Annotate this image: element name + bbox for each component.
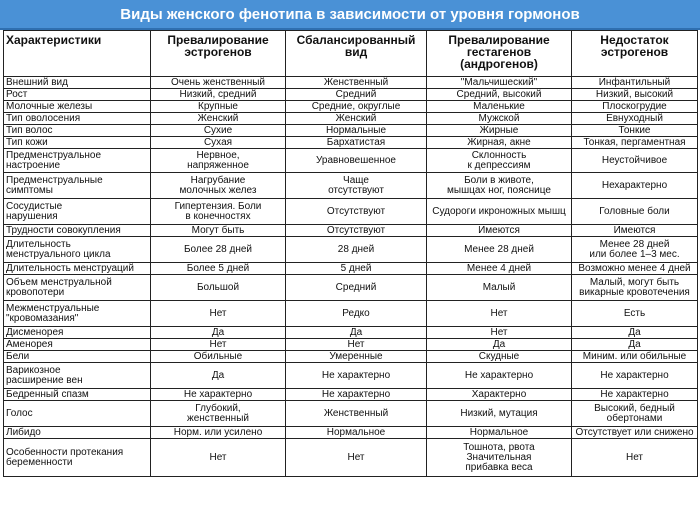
cell-estrogen-deficiency: Нет	[572, 439, 698, 477]
table-row	[4, 237, 698, 263]
cell-estrogen-deficiency: Менее 28 дней или более 1–3 мес.	[572, 237, 698, 263]
cell-estrogen-dominance: Нет	[151, 339, 286, 351]
row-characteristic: Межменструальные "кровомазания"	[4, 301, 151, 327]
cell-estrogen-dominance: Очень женственный	[151, 77, 286, 89]
cell-estrogen-dominance: Нет	[151, 301, 286, 327]
cell-progestogen-dominance: Малый	[427, 275, 572, 301]
cell-progestogen-dominance: Низкий, мутация	[427, 401, 572, 427]
cell-progestogen-dominance: Характерно	[427, 389, 572, 401]
row-characteristic: Тип волос	[4, 125, 151, 137]
table-row	[4, 173, 698, 199]
table-row	[4, 149, 698, 173]
row-characteristic: Объем менструальной кровопотери	[4, 275, 151, 301]
row-characteristic: Длительность менструального цикла	[4, 237, 151, 263]
cell-balanced: Да	[286, 327, 427, 339]
cell-progestogen-dominance: Маленькие	[427, 101, 572, 113]
cell-estrogen-deficiency: Тонкие	[572, 125, 698, 137]
row-characteristic: Длительность менструаций	[4, 263, 151, 275]
cell-balanced: Чаще отсутствуют	[286, 173, 427, 199]
cell-balanced: 28 дней	[286, 237, 427, 263]
cell-estrogen-deficiency: Нехарактерно	[572, 173, 698, 199]
cell-estrogen-deficiency: Низкий, высокий	[572, 89, 698, 101]
table-row	[4, 113, 698, 125]
table-row	[4, 351, 698, 363]
table-row	[4, 401, 698, 427]
cell-progestogen-dominance: Мужской	[427, 113, 572, 125]
cell-balanced: Нет	[286, 339, 427, 351]
cell-progestogen-dominance: Менее 28 дней	[427, 237, 572, 263]
cell-progestogen-dominance: Да	[427, 339, 572, 351]
row-characteristic: Бедренный спазм	[4, 389, 151, 401]
table-row	[4, 101, 698, 113]
header-row	[4, 31, 698, 77]
table-row	[4, 137, 698, 149]
cell-progestogen-dominance: Жирные	[427, 125, 572, 137]
row-characteristic: Трудности совокупления	[4, 225, 151, 237]
cell-estrogen-dominance: Нервное, напряженное	[151, 149, 286, 173]
table-row	[4, 363, 698, 389]
cell-progestogen-dominance: Нет	[427, 327, 572, 339]
cell-estrogen-deficiency: Неустойчивое	[572, 149, 698, 173]
row-characteristic: Варикозное расширение вен	[4, 363, 151, 389]
cell-balanced: Нет	[286, 439, 427, 477]
table-row	[4, 263, 698, 275]
cell-estrogen-dominance: Обильные	[151, 351, 286, 363]
table-title: Виды женского фенотипа в зависимости от уровня гормонов	[0, 0, 700, 30]
table-row	[4, 427, 698, 439]
cell-balanced: 5 дней	[286, 263, 427, 275]
cell-estrogen-deficiency: Высокий, бедный обертонами	[572, 401, 698, 427]
cell-progestogen-dominance: Менее 4 дней	[427, 263, 572, 275]
row-characteristic: Сосудистые нарушения	[4, 199, 151, 225]
cell-progestogen-dominance: Имеются	[427, 225, 572, 237]
cell-estrogen-deficiency: Инфантильный	[572, 77, 698, 89]
table-row	[4, 199, 698, 225]
cell-balanced: Женственный	[286, 77, 427, 89]
column-header-estrogen-deficiency: Недостаток эстрогенов	[572, 31, 698, 77]
table-row	[4, 125, 698, 137]
row-characteristic: Либидо	[4, 427, 151, 439]
cell-estrogen-deficiency: Да	[572, 339, 698, 351]
table-row	[4, 327, 698, 339]
cell-balanced: Средний	[286, 89, 427, 101]
row-characteristic: Молочные железы	[4, 101, 151, 113]
cell-estrogen-deficiency: Малый, могут быть викарные кровотечения	[572, 275, 698, 301]
row-characteristic: Бели	[4, 351, 151, 363]
cell-progestogen-dominance: Склонность к депрессиям	[427, 149, 572, 173]
cell-estrogen-deficiency: Возможно менее 4 дней	[572, 263, 698, 275]
cell-estrogen-dominance: Да	[151, 327, 286, 339]
row-characteristic: Аменорея	[4, 339, 151, 351]
table-row	[4, 301, 698, 327]
cell-progestogen-dominance: Боли в животе, мышцах ног, пояснице	[427, 173, 572, 199]
row-characteristic: Предменструальное настроение	[4, 149, 151, 173]
cell-balanced: Умеренные	[286, 351, 427, 363]
cell-estrogen-dominance: Женский	[151, 113, 286, 125]
cell-estrogen-dominance: Крупные	[151, 101, 286, 113]
cell-balanced: Уравновешенное	[286, 149, 427, 173]
cell-progestogen-dominance: "Мальчишеский"	[427, 77, 572, 89]
cell-balanced: Нормальные	[286, 125, 427, 137]
row-characteristic: Предменструальные симптомы	[4, 173, 151, 199]
table-row	[4, 225, 698, 237]
table-row	[4, 275, 698, 301]
table-row	[4, 89, 698, 101]
cell-estrogen-dominance: Да	[151, 363, 286, 389]
cell-estrogen-dominance: Нагрубание молочных желез	[151, 173, 286, 199]
cell-progestogen-dominance: Нет	[427, 301, 572, 327]
cell-estrogen-deficiency: Головные боли	[572, 199, 698, 225]
cell-balanced: Отсутствуют	[286, 225, 427, 237]
cell-balanced: Женский	[286, 113, 427, 125]
cell-estrogen-dominance: Гипертензия. Боли в конечностях	[151, 199, 286, 225]
cell-estrogen-deficiency: Да	[572, 327, 698, 339]
cell-progestogen-dominance: Средний, высокий	[427, 89, 572, 101]
cell-progestogen-dominance: Тошнота, рвота Значительная прибавка веса	[427, 439, 572, 477]
cell-estrogen-deficiency: Тонкая, пергаментная	[572, 137, 698, 149]
cell-balanced: Отсутствуют	[286, 199, 427, 225]
cell-estrogen-dominance: Более 5 дней	[151, 263, 286, 275]
row-characteristic: Дисменорея	[4, 327, 151, 339]
cell-balanced: Не характерно	[286, 389, 427, 401]
row-characteristic: Рост	[4, 89, 151, 101]
cell-estrogen-dominance: Более 28 дней	[151, 237, 286, 263]
cell-estrogen-dominance: Большой	[151, 275, 286, 301]
cell-balanced: Нормальное	[286, 427, 427, 439]
table-row	[4, 389, 698, 401]
cell-progestogen-dominance: Не характерно	[427, 363, 572, 389]
cell-estrogen-dominance: Норм. или усилено	[151, 427, 286, 439]
cell-estrogen-dominance: Низкий, средний	[151, 89, 286, 101]
column-header-progestogen-dominance: Превалирование гестагенов (андрогенов)	[427, 31, 572, 77]
row-characteristic: Особенности протекания беременности	[4, 439, 151, 477]
cell-estrogen-dominance: Сухая	[151, 137, 286, 149]
table-row	[4, 439, 698, 477]
cell-estrogen-deficiency: Миним. или обильные	[572, 351, 698, 363]
cell-estrogen-dominance: Глубокий, женственный	[151, 401, 286, 427]
cell-progestogen-dominance: Судороги икроножных мышц	[427, 199, 572, 225]
cell-balanced: Средний	[286, 275, 427, 301]
row-characteristic: Тип кожи	[4, 137, 151, 149]
cell-estrogen-dominance: Не характерно	[151, 389, 286, 401]
row-characteristic: Внешний вид	[4, 77, 151, 89]
cell-balanced: Средние, округлые	[286, 101, 427, 113]
cell-estrogen-dominance: Могут быть	[151, 225, 286, 237]
row-characteristic: Голос	[4, 401, 151, 427]
cell-progestogen-dominance: Жирная, акне	[427, 137, 572, 149]
cell-estrogen-dominance: Сухие	[151, 125, 286, 137]
cell-estrogen-deficiency: Евнуходный	[572, 113, 698, 125]
cell-progestogen-dominance: Нормальное	[427, 427, 572, 439]
column-header-characteristics: Характеристики	[4, 31, 151, 77]
cell-balanced: Редко	[286, 301, 427, 327]
cell-estrogen-deficiency: Есть	[572, 301, 698, 327]
cell-estrogen-deficiency: Плоскогрудие	[572, 101, 698, 113]
table-row	[4, 339, 698, 351]
cell-estrogen-deficiency: Не характерно	[572, 389, 698, 401]
cell-balanced: Женственный	[286, 401, 427, 427]
cell-progestogen-dominance: Скудные	[427, 351, 572, 363]
cell-estrogen-deficiency: Не характерно	[572, 363, 698, 389]
table-row	[4, 77, 698, 89]
hormone-phenotype-table	[3, 30, 698, 477]
cell-balanced: Не характерно	[286, 363, 427, 389]
cell-estrogen-deficiency: Имеются	[572, 225, 698, 237]
cell-balanced: Бархатистая	[286, 137, 427, 149]
cell-estrogen-deficiency: Отсутствует или снижено	[572, 427, 698, 439]
row-characteristic: Тип оволосения	[4, 113, 151, 125]
cell-estrogen-dominance: Нет	[151, 439, 286, 477]
column-header-estrogen-dominance: Превалирование эстрогенов	[151, 31, 286, 77]
column-header-balanced: Сбалансированный вид	[286, 31, 427, 77]
